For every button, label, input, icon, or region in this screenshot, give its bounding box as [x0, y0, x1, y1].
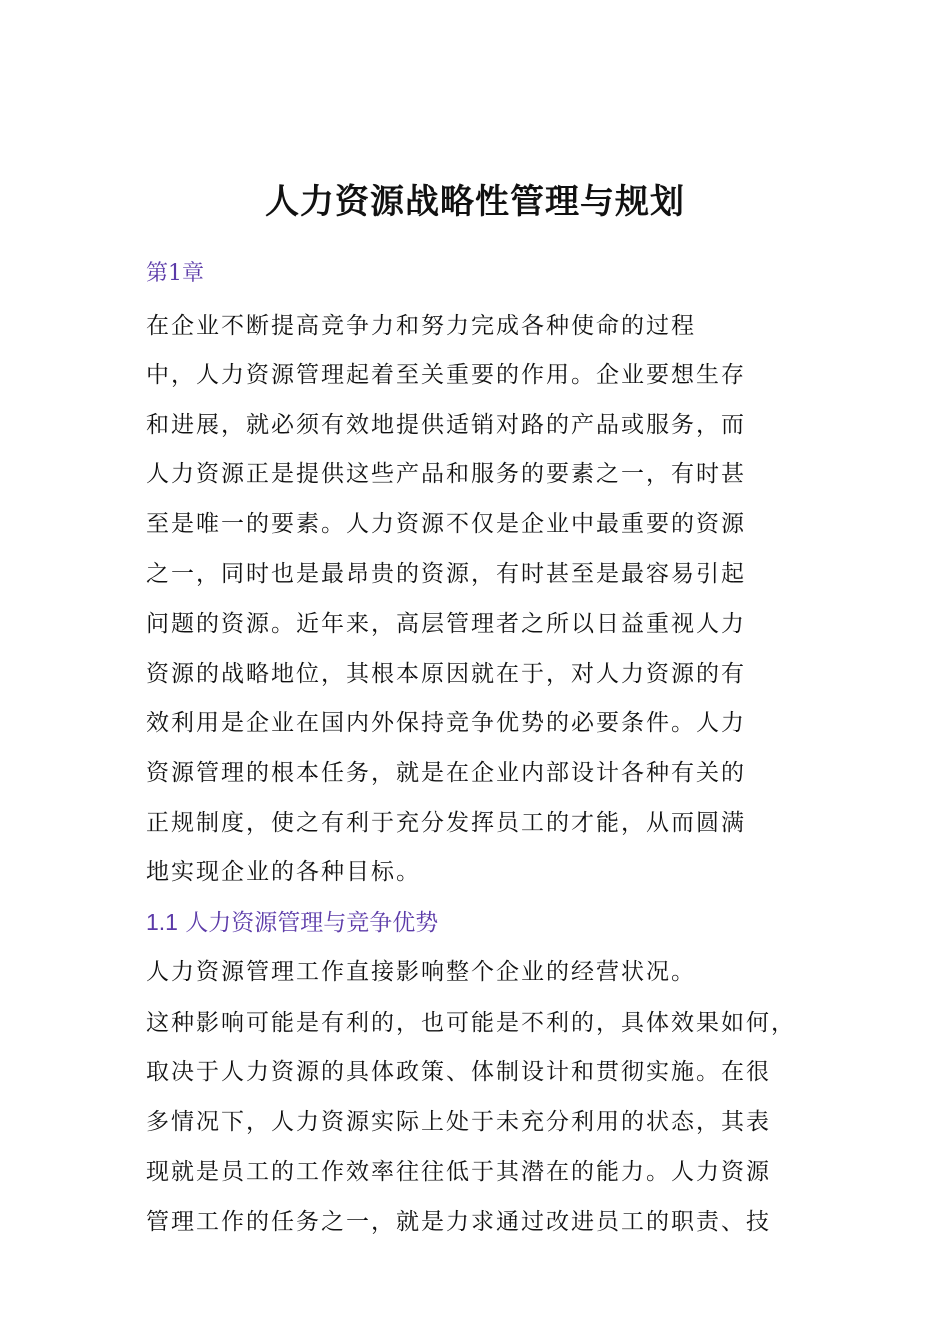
paragraph-line: 正规制度，使之有利于充分发挥员工的才能，从而圆满: [146, 810, 746, 836]
paragraph-line: 管理工作的任务之一，就是力求通过改进员工的职责、技: [146, 1209, 771, 1235]
section-title: 人力资源管理与竞争优势: [185, 910, 439, 936]
section-number: 1.1: [146, 909, 178, 935]
paragraph-line: 之一，同时也是最昂贵的资源，有时甚至是最容易引起: [146, 561, 746, 587]
paragraph-line: 资源的战略地位，其根本原因就在于，对人力资源的有: [146, 661, 746, 687]
paragraph-line: 和进展，就必须有效地提供适销对路的产品或服务，而: [146, 412, 746, 438]
chapter-heading: 第1章: [146, 261, 204, 286]
paragraph-line: 这种影响可能是有利的，也可能是不利的，具体效果如何，: [146, 1010, 796, 1036]
paragraph-line: 地实现企业的各种目标。: [146, 859, 421, 885]
document-title: 人力资源战略性管理与规划: [265, 182, 685, 222]
paragraph-line: 人力资源管理工作直接影响整个企业的经营状况。: [146, 959, 696, 985]
paragraph-line: 多情况下，人力资源实际上处于未充分利用的状态，其表: [146, 1109, 771, 1135]
paragraph-line: 现就是员工的工作效率往往低于其潜在的能力。人力资源: [146, 1159, 771, 1185]
paragraph-line: 效利用是企业在国内外保持竞争优势的必要条件。人力: [146, 710, 746, 736]
paragraph-line: 问题的资源。近年来，高层管理者之所以日益重视人力: [146, 611, 746, 637]
paragraph-line: 中，人力资源管理起着至关重要的作用。企业要想生存: [146, 362, 746, 388]
paragraph-line: 至是唯一的要素。人力资源不仅是企业中最重要的资源: [146, 511, 746, 537]
paragraph-line: 取决于人力资源的具体政策、体制设计和贯彻实施。在很: [146, 1059, 771, 1085]
paragraph-line: 资源管理的根本任务，就是在企业内部设计各种有关的: [146, 760, 746, 786]
paragraph-line: 人力资源正是提供这些产品和服务的要素之一，有时甚: [146, 461, 746, 487]
paragraph-line: 在企业不断提高竞争力和努力完成各种使命的过程: [146, 313, 696, 339]
section-heading: [146, 905, 438, 940]
